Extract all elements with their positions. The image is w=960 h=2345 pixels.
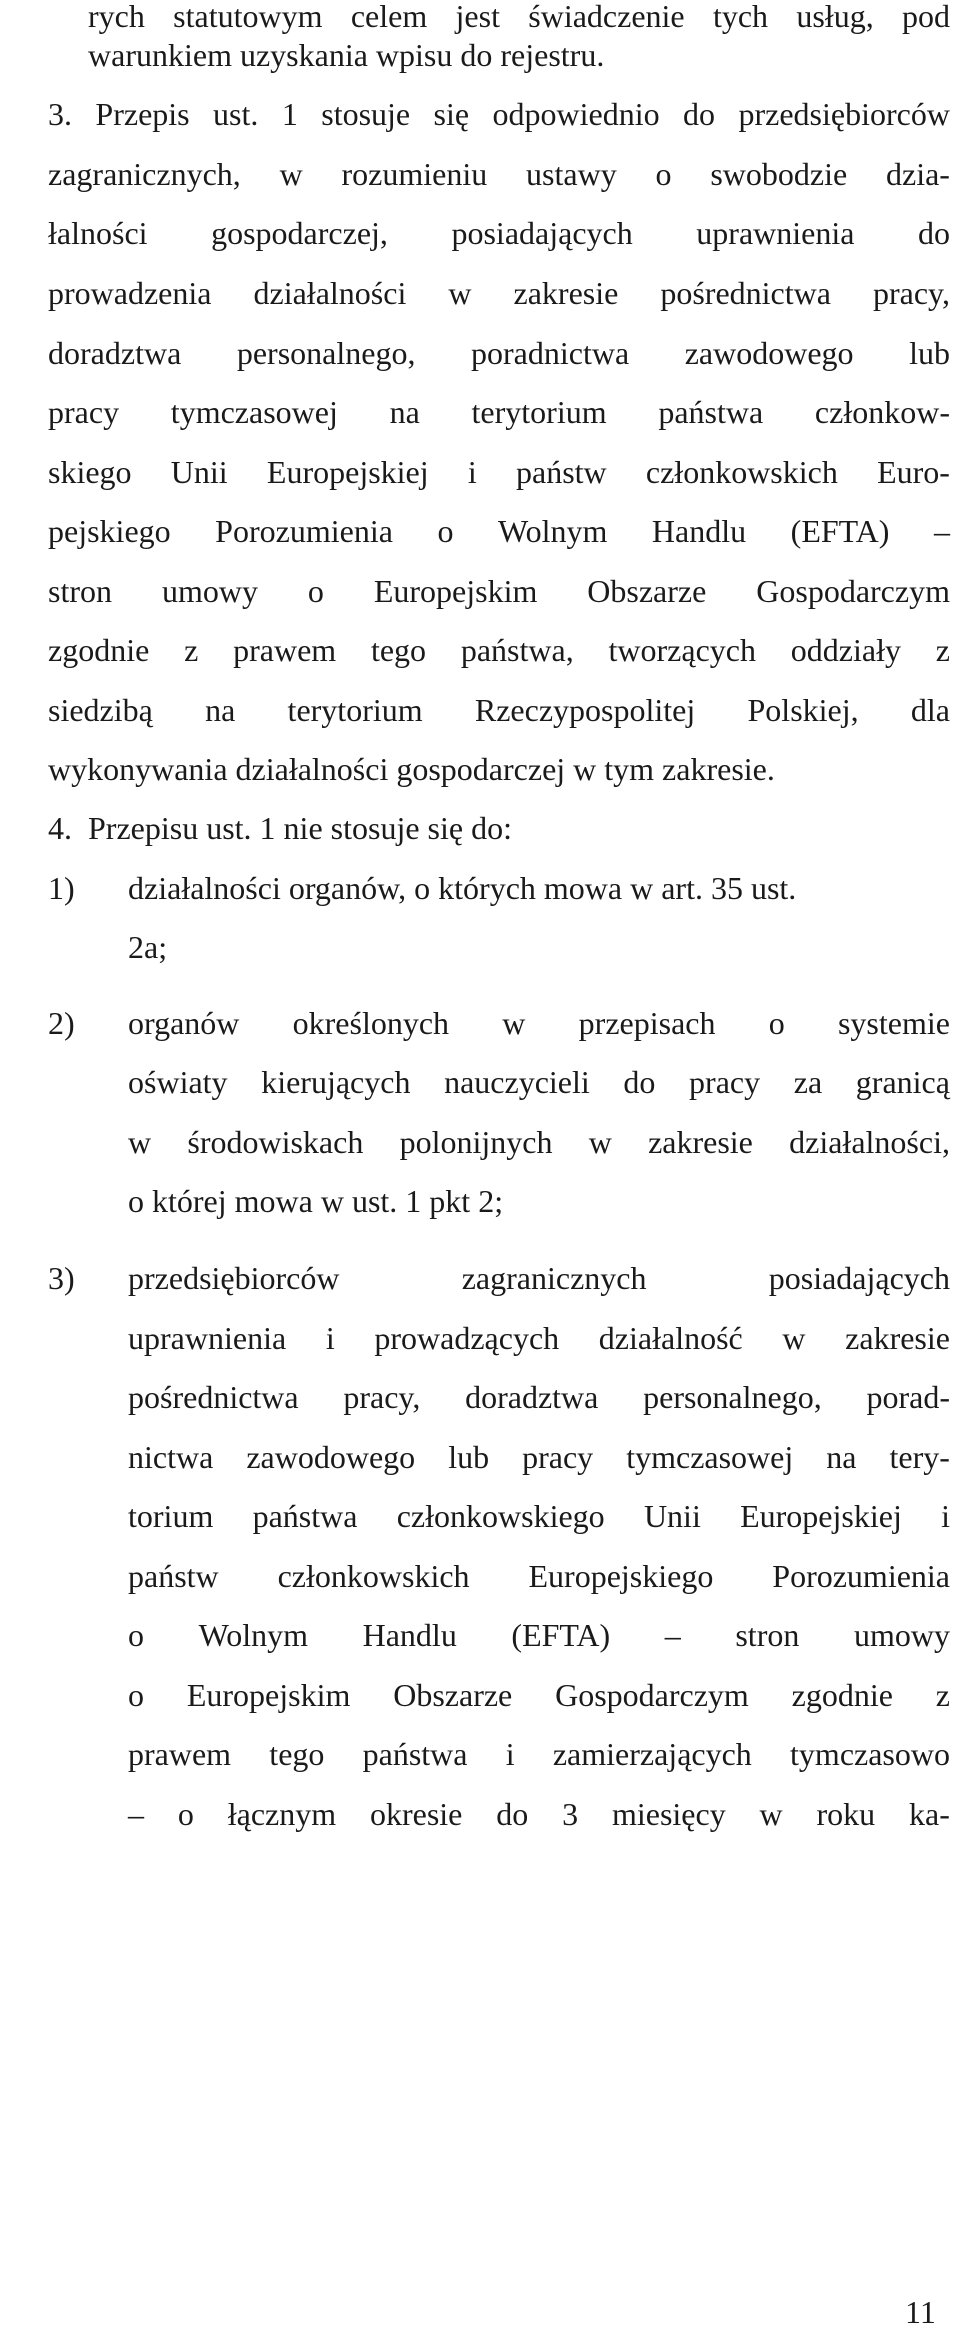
word: zakresie: [648, 1124, 753, 1160]
word: prawem: [128, 1736, 232, 1772]
word: na: [826, 1439, 857, 1475]
word: działalności,: [789, 1124, 950, 1160]
word: w: [502, 1005, 526, 1041]
word: torium: [128, 1498, 214, 1534]
word: i: [505, 1736, 515, 1772]
word: personalnego,: [643, 1379, 822, 1415]
word: Obszarze: [393, 1677, 513, 1713]
word: 3.: [48, 96, 72, 132]
word: zagranicznych: [461, 1260, 647, 1296]
word: tego: [269, 1736, 325, 1772]
word: zakresie: [513, 275, 619, 311]
word: odpowiednio: [492, 96, 660, 132]
text-line: [48, 217, 950, 249]
text-line: [128, 1679, 950, 1711]
word: Wolnym: [198, 1617, 309, 1653]
word: w: [448, 275, 472, 311]
word: członkowskich: [277, 1558, 470, 1594]
word: zgodnie: [791, 1677, 893, 1713]
word: 1: [281, 96, 298, 132]
word: w: [588, 1124, 612, 1160]
word: się: [433, 96, 470, 132]
word: działalność: [598, 1320, 743, 1356]
word: dla: [910, 692, 950, 728]
word: usług,: [796, 0, 874, 34]
text-line: [128, 1619, 950, 1651]
word: zamierzających: [552, 1736, 752, 1772]
word: Unii: [170, 454, 228, 490]
text-line: [48, 634, 950, 666]
word: i: [467, 454, 477, 490]
word: miesięcy: [611, 1796, 726, 1832]
word: (EFTA): [511, 1617, 611, 1653]
text-line: [128, 1262, 950, 1294]
word: siedzibą: [48, 692, 153, 728]
word: ka-: [909, 1796, 950, 1832]
text-line: [128, 1738, 950, 1770]
word: posiadających: [451, 215, 633, 251]
text-line: Przepisu ust. 1 nie stosuje się do:: [88, 810, 512, 846]
word: o: [177, 1796, 194, 1832]
word: Porozumienia: [772, 1558, 950, 1594]
word: prowadzenia: [48, 275, 212, 311]
text-line: [128, 1500, 950, 1532]
word: Polskiej,: [747, 692, 859, 728]
word: oświaty: [128, 1064, 228, 1100]
word: terytorium: [471, 394, 607, 430]
word: okresie: [369, 1796, 463, 1832]
text-line: [48, 158, 950, 190]
word: i: [325, 1320, 335, 1356]
word: o: [768, 1005, 785, 1041]
word: pracy: [689, 1064, 761, 1100]
word: na: [205, 692, 236, 728]
word: ustawy: [526, 156, 617, 192]
word: stron: [735, 1617, 800, 1653]
word: państw: [516, 454, 607, 490]
word: pejskiego: [48, 513, 171, 549]
word: w: [782, 1320, 806, 1356]
text-line: [128, 1381, 950, 1413]
word: –: [664, 1617, 681, 1653]
word: tego: [370, 632, 427, 668]
word: Gospodarczym: [555, 1677, 749, 1713]
word: z: [935, 632, 950, 668]
word: 3: [562, 1796, 579, 1832]
word: celem: [350, 0, 428, 34]
word: tymczasowo: [790, 1736, 950, 1772]
text-line: [48, 575, 950, 607]
text-line: [48, 98, 950, 130]
word: pracy,: [343, 1379, 421, 1415]
word: i: [941, 1498, 950, 1534]
word: przedsiębiorców: [128, 1260, 340, 1296]
word: o: [307, 573, 324, 609]
word: Europejskim: [373, 573, 538, 609]
word: zakresie: [845, 1320, 950, 1356]
word: członkowskich: [645, 454, 838, 490]
word: swobodzie: [710, 156, 848, 192]
word: doradztwa: [465, 1379, 599, 1415]
word: Porozumienia: [215, 513, 393, 549]
word: jest: [455, 0, 500, 34]
word: za: [793, 1064, 823, 1100]
word: rych: [88, 0, 145, 34]
word: Wolnym: [497, 513, 608, 549]
word: Unii: [643, 1498, 701, 1534]
text-line: [128, 1007, 950, 1039]
word: o: [437, 513, 454, 549]
word: Euro-: [877, 454, 950, 490]
text-line: [48, 694, 950, 726]
word: państwa: [362, 1736, 468, 1772]
text-line: warunkiem uzyskania wpisu do rejestru.: [88, 37, 605, 73]
word: ust.: [213, 96, 259, 132]
word: uprawnienia: [128, 1320, 287, 1356]
text-line: działalności organów, o których mowa w art. 35 ust.: [128, 870, 797, 906]
word: państwa: [658, 394, 764, 430]
word: państwa: [252, 1498, 358, 1534]
word: uprawnienia: [696, 215, 855, 251]
word: pod: [902, 0, 950, 34]
word: skiego: [48, 454, 132, 490]
word: Europejskiej: [740, 1498, 902, 1534]
word: polonijnych: [399, 1124, 553, 1160]
word: zagranicznych,: [48, 156, 241, 192]
word: członkow-: [814, 394, 950, 430]
list-marker: 1): [48, 870, 75, 906]
word: w: [128, 1124, 152, 1160]
word: pośrednictwa: [128, 1379, 299, 1415]
word: Europejskim: [186, 1677, 351, 1713]
word: Przepis: [95, 96, 190, 132]
text-line: [128, 1126, 950, 1158]
word: Handlu: [362, 1617, 457, 1653]
word: tymczasowej: [626, 1439, 794, 1475]
word: systemie: [837, 1005, 950, 1041]
word: tworzących: [608, 632, 756, 668]
text-line: 2a;: [128, 929, 168, 965]
word: na: [389, 394, 420, 430]
word: prowadzących: [374, 1320, 560, 1356]
word: państw: [128, 1558, 219, 1594]
word: środowiskach: [187, 1124, 364, 1160]
text-line: wykonywania działalności gospodarczej w tym zakresie.: [48, 751, 775, 787]
word: zgodnie: [48, 632, 150, 668]
word: lub: [448, 1439, 490, 1475]
word: o: [128, 1677, 144, 1713]
word: roku: [816, 1796, 876, 1832]
word: kierujących: [261, 1064, 411, 1100]
word: (EFTA): [790, 513, 890, 549]
word: Europejskiej: [266, 454, 429, 490]
word: –: [933, 513, 950, 549]
word: określonych: [292, 1005, 450, 1041]
word: do: [683, 96, 716, 132]
text-line: [128, 1560, 950, 1592]
word: z: [184, 632, 199, 668]
word: Handlu: [651, 513, 747, 549]
word: przepisach: [578, 1005, 716, 1041]
text-line: [128, 1798, 950, 1830]
list-marker: 2): [48, 1005, 75, 1041]
text-line: [128, 1322, 950, 1354]
word: w: [279, 156, 303, 192]
text-line: [48, 277, 950, 309]
word: pracy: [522, 1439, 594, 1475]
word: oddziały: [790, 632, 901, 668]
list-marker: 3): [48, 1260, 75, 1296]
word: działalności: [253, 275, 407, 311]
word: do: [918, 215, 950, 251]
page-number: 11: [905, 2294, 936, 2330]
word: nauczycieli: [444, 1064, 590, 1100]
word: o: [655, 156, 672, 192]
word: z: [935, 1677, 950, 1713]
word: zawodowego: [246, 1439, 416, 1475]
word: statutowym: [173, 0, 323, 34]
word: Obszarze: [587, 573, 707, 609]
word: świadczenie: [528, 0, 685, 34]
word: gospodarczej,: [211, 215, 388, 251]
word: Europejskiego: [528, 1558, 714, 1594]
text-line: [48, 396, 950, 428]
word: pracy: [48, 394, 120, 430]
word: w: [759, 1796, 783, 1832]
word: personalnego,: [236, 335, 416, 371]
word: zawodowego: [684, 335, 854, 371]
text-line: o której mowa w ust. 1 pkt 2;: [128, 1183, 504, 1219]
word: umowy: [161, 573, 258, 609]
section-number: 4.: [48, 810, 72, 846]
text-line: [48, 515, 950, 547]
word: łącznym: [227, 1796, 337, 1832]
word: terytorium: [287, 692, 423, 728]
word: pracy,: [872, 275, 950, 311]
word: –: [128, 1796, 144, 1832]
word: do: [623, 1064, 656, 1100]
text-line: [128, 1066, 950, 1098]
word: umowy: [853, 1617, 950, 1653]
word: tych: [712, 0, 769, 34]
word: rozumieniu: [341, 156, 488, 192]
word: lub: [909, 335, 950, 371]
word: Rzeczypospolitej: [474, 692, 696, 728]
word: Gospodarczym: [756, 573, 950, 609]
word: tymczasowej: [170, 394, 338, 430]
word: posiadających: [768, 1260, 950, 1296]
text-line: [48, 337, 950, 369]
word: dzia-: [886, 156, 950, 192]
word: organów: [128, 1005, 240, 1041]
text-line: [128, 1441, 950, 1473]
word: stron: [48, 573, 112, 609]
text-line: [48, 456, 950, 488]
word: poradnictwa: [471, 335, 630, 371]
word: o: [128, 1617, 144, 1653]
word: członkowskiego: [396, 1498, 605, 1534]
word: do: [496, 1796, 529, 1832]
word: doradztwa: [48, 335, 182, 371]
word: tery-: [889, 1439, 950, 1475]
word: prawem: [233, 632, 337, 668]
word: państwa,: [460, 632, 574, 668]
word: granicą: [855, 1064, 950, 1100]
word: łalności: [48, 215, 148, 251]
text-line: [88, 0, 950, 32]
word: przedsiębiorców: [738, 96, 950, 132]
word: stosuje: [321, 96, 411, 132]
word: pośrednictwa: [660, 275, 831, 311]
word: nictwa: [128, 1439, 214, 1475]
word: porad-: [866, 1379, 950, 1415]
